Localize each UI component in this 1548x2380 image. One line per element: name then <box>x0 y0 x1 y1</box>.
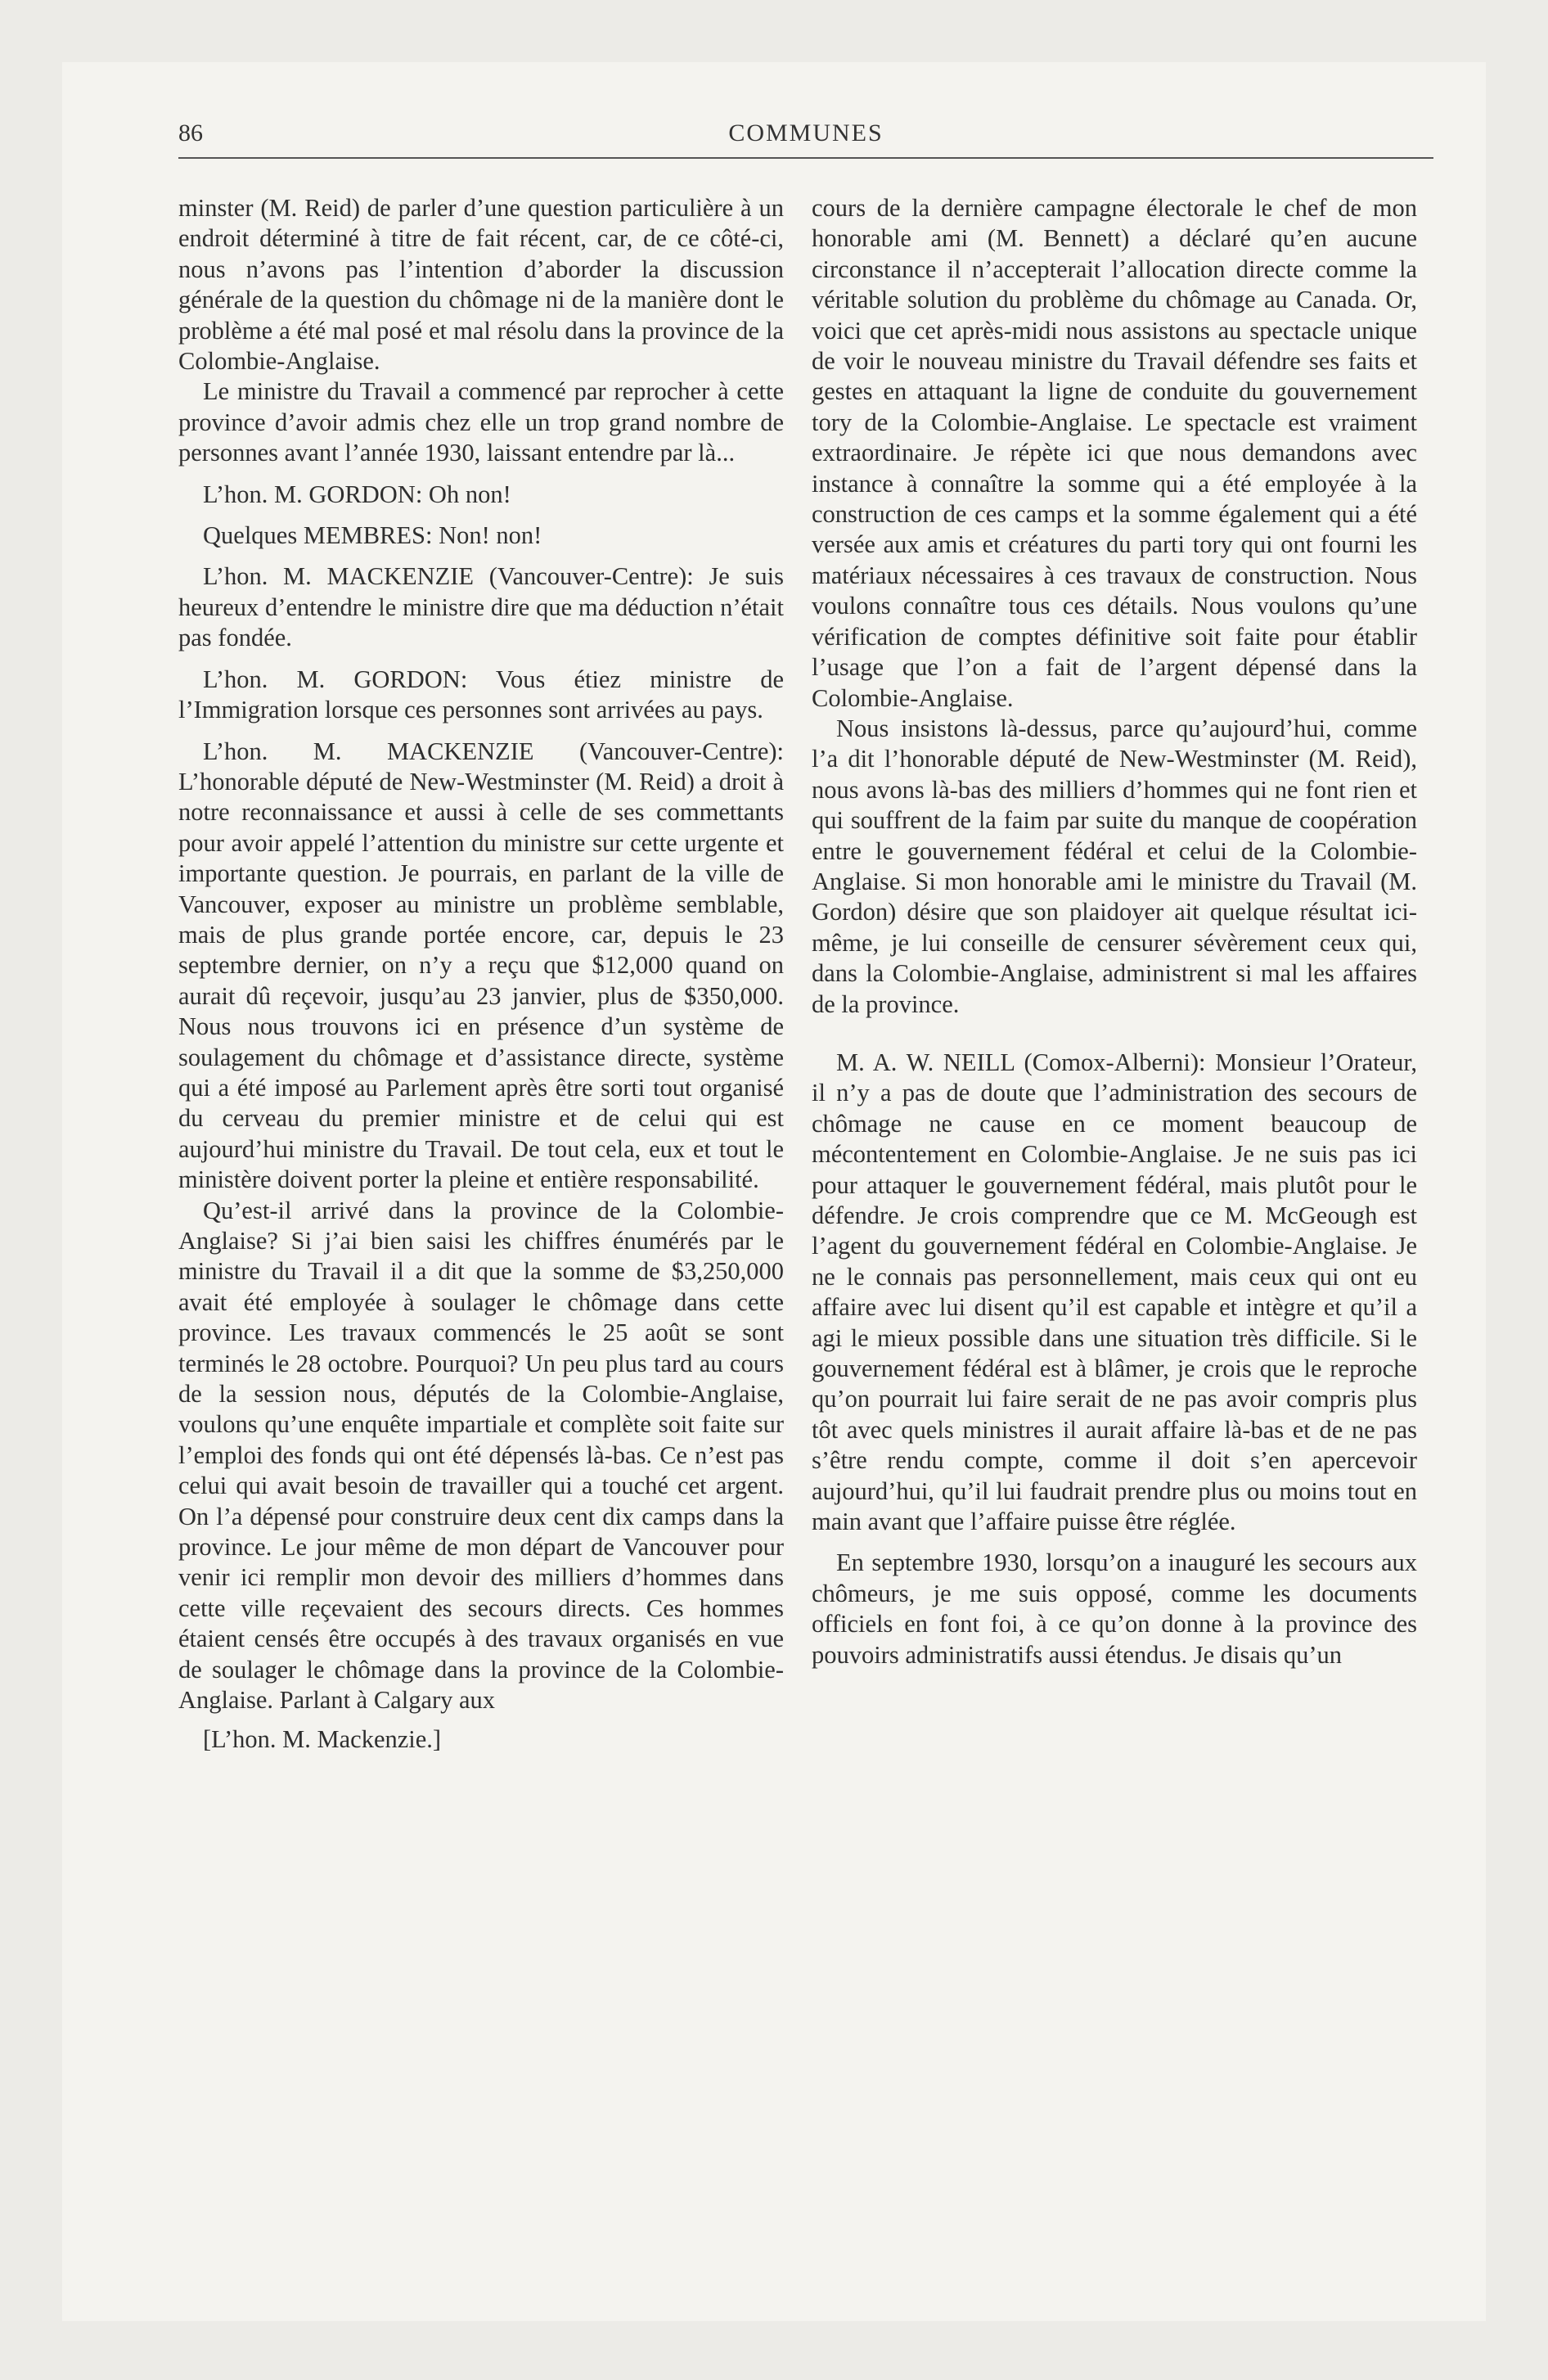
speaker-line: Quelques MEMBRES: Non! non! <box>203 521 542 550</box>
paragraph: En septembre 1930, lorsqu’on a inauguré les secours aux chômeurs, je me suis opposé, comme les documents officiels en font foi, à ce qu’on donne à la province des pouvoirs administratifs aussi étendus. Je disais qu’un <box>812 1548 1417 1669</box>
speaker-attribution: [L’hon. M. Mackenzie.] <box>203 1724 442 1753</box>
paragraph-continued: minster (M. Reid) de parler d’une question particulière à un endroit déterminé à titre de fait récent, car, de ce côté-ci, nous n’avons pas l’intention d’aborder la discussion générale de la question du chômage ni de la manière dont le problème a été mal posé et mal résolu dans la province de la Colombie-Anglaise. <box>178 194 784 376</box>
right-column <box>812 193 1417 1670</box>
page-number: 86 <box>178 119 203 146</box>
speaker-paragraph: L’hon. M. MACKENZIE (Vancouver-Centre): Je suis heureux d’entendre le ministre dire que ma déduction n’était pas fondée. <box>178 562 784 652</box>
section-title: COMMUNES <box>728 119 884 146</box>
speaker-paragraph: L’hon. M. MACKENZIE (Vancouver-Centre): L’honorable député de New-Westminster (M. Reid) a droit à notre reconnaissance et aussi à celle de ses commettants pour avoir appelé l’attention du ministre sur cette urgente et importante question. Je pourrais, en parlant de la ville de Vancouver, exposer au ministre un problème semblable, mais de plus grande portée encore, car, depuis le 23 septembre dernier, on n’y a reçu que $12,000 quand on aurait dû reçevoir, jusqu’au 23 janvier, plus de $350,000. Nous nous trouvons ici en présence d’un système de soulagement du chômage et d’assistance directe, système qui a été imposé au Parlement après être sorti tout organisé du cerveau du premier ministre et de celui qui est aujourd’hui ministre du Travail. De tout cela, eux et tout le ministère doivent porter la pleine et entière responsabilité. <box>178 737 784 1194</box>
header-rule <box>178 157 1433 159</box>
running-header <box>178 115 1433 157</box>
speaker-line: L’hon. M. GORDON: Oh non! <box>203 480 511 508</box>
left-column <box>178 193 784 1755</box>
speaker-paragraph: L’hon. M. GORDON: Vous étiez ministre de l’Immigration lorsque ces personnes sont arrivées au pays. <box>178 665 784 724</box>
paragraph-continued: cours de la dernière campagne électorale le chef de mon honorable ami (M. Bennett) a déclaré qu’en aucune circonstance il n’accepterait l’allocation directe comme la véritable solution du problème du chômage au Canada. Or, voici que cet après-midi nous assistons au spectacle unique de voir le nouveau ministre du Travail défendre ses faits et gestes en attaquant la ligne de conduite du gouvernement tory de la Colombie-Anglaise. Le spectacle est vraiment extraordinaire. Je répète ici que nous demandons avec instance à connaître la somme qui a été employée à la construction de ces camps et la somme également qui a été versée aux amis et créatures du parti tory qui ont fourni les matériaux nécessaires à ces travaux de construction. Nous voulons connaître tous ces détails. Nous voulons qu’une vérification de comptes définitive soit faite pour établir l’usage que l’on a fait de l’argent dépensé dans la Colombie-Anglaise. <box>812 194 1417 712</box>
paragraph: Le ministre du Travail a commencé par reprocher à cette province d’avoir admis chez elle un trop grand nombre de personnes avant l’année 1930, laissant entendre par là... <box>178 377 784 467</box>
paragraph: Qu’est-il arrivé dans la province de la Colombie-Anglaise? Si j’ai bien saisi les chiffres énumérés par le ministre du Travail il a dit que la somme de $3,250,000 avait été employée à soulager le chômage dans cette province. Les travaux commencés le 25 août se sont terminés le 28 octobre. Pourquoi? Un peu plus tard au cours de la session nous, députés de la Colombie-Anglaise, voulons qu’une enquête impartiale et complète soit faite sur l’emploi des fonds qui ont été dépensés là-bas. Ce n’est pas celui qui avait besoin de travailler qui a touché cet argent. On l’a dépensé pour construire deux cent dix camps dans la province. Le jour même de mon départ de Vancouver pour venir ici remplir mon devoir des milliers d’hommes dans cette ville reçevaient des secours directs. Ces hommes étaient censés être occupés à des travaux organisés en vue de soulager le chômage dans la province de la Colombie-Anglaise. Parlant à Calgary aux <box>178 1196 784 1715</box>
paragraph: Nous insistons là-dessus, parce qu’aujourd’hui, comme l’a dit l’honorable député de New-Westminster (M. Reid), nous avons là-bas des milliers d’hommes qui ne font rien et qui souffrent de la faim par suite du manque de coopération entre le gouvernement fédéral et celui de la Colombie-Anglaise. Si mon honorable ami le ministre du Travail (M. Gordon) désire que son plaidoyer ait quelque résultat ici-même, je lui conseille de censurer sévèrement ceux qui, dans la Colombie-Anglaise, administrent si mal les affaires de la province. <box>812 714 1417 1018</box>
speaker-paragraph: M. A. W. NEILL (Comox-Alberni): Monsieur l’Orateur, il n’y a pas de doute que l’administration des secours de chômage ne cause en ce moment beaucoup de mécontentement en Colombie-Anglaise. Je ne suis pas ici pour attaquer le gouvernement fédéral, mais plutôt pour le défendre. Je crois comprendre que ce M. McGeough est l’agent du gouvernement fédéral en Colombie-Anglaise. Je ne le connais pas personnellement, mais ceux qui ont eu affaire avec lui disent qu’il est capable et intègre et qu’il a agi le mieux possible dans une situation très difficile. Si le gouvernement fédéral est à blâmer, je crois que le reproche qu’on pourrait lui faire serait de ne pas avoir compris plus tôt avec quels ministres il aurait affaire là-bas et de ne pas s’être rendu compte, comme il doit s’en apercevoir aujourd’hui, qu’il lui faudrait prendre plus ou moins tout en main avant que l’affaire puisse être réglée. <box>812 1048 1417 1536</box>
